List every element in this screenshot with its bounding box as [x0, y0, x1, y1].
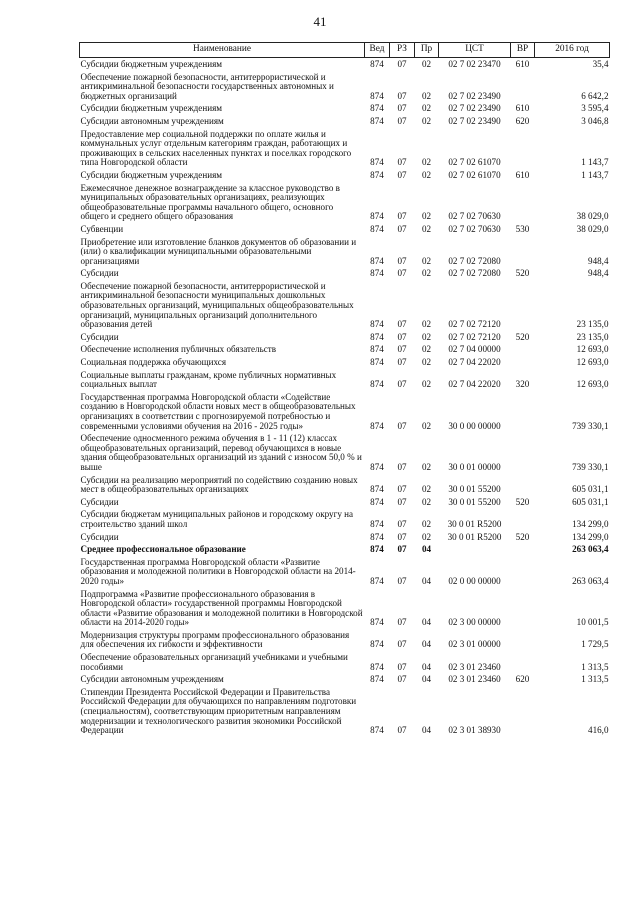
row-cst: 02 7 02 70630	[448, 223, 501, 234]
row-rz: 07	[397, 496, 407, 507]
row-amount: 263 063,4	[572, 575, 609, 586]
table-row	[80, 267, 610, 280]
row-vr	[511, 686, 535, 737]
row-pr: 02	[421, 211, 432, 222]
budget-table	[79, 42, 610, 737]
row-ved: 874	[370, 157, 384, 168]
row-pr: 02	[421, 169, 432, 180]
row-pr: 02	[421, 379, 432, 390]
row-cst: 02 7 02 72080	[448, 255, 501, 266]
row-cst: 30 0 01 55200	[448, 496, 501, 507]
row-pr: 02	[421, 518, 432, 529]
header-vr: ВР	[511, 43, 535, 58]
row-pr: 02	[421, 420, 432, 431]
table-row	[80, 588, 610, 629]
row-vr	[511, 391, 535, 432]
row-name: Субсидии	[80, 496, 119, 507]
row-amount: 1 143,7	[581, 169, 609, 180]
row-cst: 02 0 00 00000	[448, 575, 501, 586]
row-pr: 04	[421, 661, 432, 672]
row-rz: 07	[397, 531, 407, 542]
row-vr	[511, 128, 535, 169]
header-ved: Вед	[365, 43, 390, 58]
row-ved: 874	[370, 531, 384, 542]
row-name: Социальная поддержка обучающихся	[80, 357, 227, 368]
row-ved: 874	[370, 461, 384, 472]
table-row	[80, 369, 610, 391]
row-pr: 02	[421, 59, 432, 69]
row-amount: 134 299,0	[572, 531, 609, 542]
row-rz: 07	[397, 420, 407, 431]
table-row	[80, 531, 610, 544]
row-cst: 30 0 01 55200	[448, 484, 501, 495]
row-cst: 02 7 02 23490	[448, 115, 501, 126]
row-rz: 07	[397, 617, 407, 628]
table-row	[80, 629, 610, 651]
row-name: Приобретение или изготовление бланков документов об образовании и (или) о квалификации муниципальными образовательными организациями	[80, 236, 357, 266]
row-ved: 874	[370, 319, 384, 330]
row-vr: 530	[515, 223, 530, 234]
row-pr: 04	[421, 639, 432, 650]
row-rz: 07	[397, 379, 407, 390]
row-vr: 320	[515, 379, 530, 390]
row-vr	[511, 432, 535, 473]
row-ved: 874	[370, 544, 384, 555]
row-vr: 610	[515, 59, 530, 69]
header-rz: РЗ	[390, 43, 415, 58]
row-ved: 874	[370, 575, 384, 586]
row-pr: 02	[421, 357, 432, 368]
row-pr: 02	[421, 484, 432, 495]
table-row	[80, 182, 610, 223]
table-row	[80, 331, 610, 344]
row-vr	[511, 508, 535, 530]
row-amount: 263 063,4	[572, 544, 609, 555]
row-vr: 620	[515, 115, 530, 126]
row-amount: 605 031,1	[572, 484, 609, 495]
row-pr: 04	[421, 725, 432, 736]
row-name: Модернизация структуры программ профессионального образования для обеспечения их гибкости и эффективности	[80, 629, 350, 650]
row-ved: 874	[370, 725, 384, 736]
header-cst: ЦСТ	[439, 43, 511, 58]
row-ved: 874	[370, 268, 384, 279]
row-name: Государственная программа Новгородской области «Содействие созданию в Новгородской области новых мест в общеобразовательных организациях в соответствии с прогнозируемой потребностью и современными условиями обучения на 2016 - 2025 годы»	[80, 391, 356, 431]
row-name: Субсидии	[80, 531, 119, 542]
row-pr: 02	[421, 461, 432, 472]
row-vr	[511, 71, 535, 103]
table-row	[80, 391, 610, 432]
table-row	[80, 343, 610, 356]
row-cst: 30 0 01 R5200	[447, 518, 502, 529]
table-row	[80, 115, 610, 128]
row-pr: 02	[421, 103, 432, 114]
row-amount: 134 299,0	[572, 518, 609, 529]
row-name: Субвенции	[80, 223, 124, 234]
row-cst: 02 3 01 23460	[448, 661, 501, 672]
row-cst: 02 7 02 72080	[448, 268, 501, 279]
row-amount: 12 693,0	[576, 357, 609, 368]
row-pr: 02	[421, 344, 432, 355]
row-cst: 02 7 02 61070	[448, 157, 501, 168]
row-name: Субсидии на реализацию мероприятий по содействию созданию новых мест в общеобразовательных организациях	[80, 474, 358, 495]
table-header-row	[80, 43, 610, 58]
row-rz: 07	[397, 169, 407, 180]
row-cst: 30 0 00 00000	[448, 420, 501, 431]
row-cst: 02 3 01 23460	[448, 674, 501, 685]
row-pr: 02	[421, 115, 432, 126]
row-vr	[511, 629, 535, 651]
row-vr: 520	[515, 496, 530, 507]
row-rz: 07	[397, 674, 407, 685]
row-vr	[511, 651, 535, 673]
row-name: Среднее профессиональное образование	[80, 544, 246, 555]
row-vr	[511, 280, 535, 331]
row-name: Субсидии автономным учреждениям	[80, 674, 224, 685]
table-row	[80, 474, 610, 496]
row-name: Подпрограмма «Развитие профессионального образования в Новгородской области» государственной программы Новгородской области «Развитие образования и молодежной политики в Новгородской области на 2014-2020 годы»	[80, 588, 363, 628]
table-row	[80, 102, 610, 115]
row-ved: 874	[370, 420, 384, 431]
row-vr	[511, 182, 535, 223]
row-amount: 948,4	[588, 255, 609, 266]
row-rz: 07	[397, 639, 407, 650]
row-name: Обеспечение односменного режима обучения в 1 - 11 (12) классах общеобразовательных организаций, перевод обучающихся в новые здания общеобразовательных организаций из зданий с износом 50,0 % и выше	[80, 433, 362, 472]
row-ved: 874	[370, 90, 384, 101]
row-ved: 874	[370, 357, 384, 368]
table-row	[80, 673, 610, 686]
row-rz: 07	[397, 103, 407, 114]
row-name: Субсидии бюджетным учреждениям	[80, 169, 223, 180]
row-cst: 02 7 02 61070	[448, 169, 501, 180]
table-row	[80, 686, 610, 737]
table-row	[80, 223, 610, 236]
table-row	[80, 58, 610, 71]
row-vr	[511, 556, 535, 588]
row-amount: 12 693,0	[576, 379, 609, 390]
row-ved: 874	[370, 379, 384, 390]
row-ved: 874	[370, 331, 384, 342]
row-cst	[439, 543, 511, 556]
row-cst: 30 0 01 00000	[448, 461, 501, 472]
row-vr	[511, 543, 535, 556]
row-ved: 874	[370, 255, 384, 266]
row-amount: 10 001,5	[576, 617, 609, 628]
row-rz: 07	[397, 725, 407, 736]
row-name: Обеспечение образовательных организаций учебниками и учебными пособиями	[80, 652, 348, 672]
row-cst: 02 7 04 22020	[448, 379, 501, 390]
row-amount: 1 729,5	[581, 639, 609, 650]
row-pr: 02	[421, 531, 432, 542]
row-name: Субсидии	[80, 331, 119, 342]
table-row	[80, 356, 610, 369]
row-cst: 02 7 02 23490	[448, 90, 501, 101]
row-vr: 610	[515, 103, 530, 114]
row-cst: 02 7 02 72120	[448, 331, 501, 342]
row-name: Субсидии бюджетным учреждениям	[80, 103, 223, 114]
row-ved: 874	[370, 639, 384, 650]
row-cst: 02 7 02 23470	[448, 59, 501, 69]
row-ved: 874	[370, 674, 384, 685]
table-row	[80, 128, 610, 169]
row-pr: 04	[421, 575, 432, 586]
row-pr: 02	[421, 319, 432, 330]
row-pr: 04	[421, 617, 432, 628]
header-year: 2016 год	[535, 43, 610, 58]
row-amount: 3 595,4	[581, 103, 609, 114]
row-pr: 02	[421, 331, 432, 342]
row-amount: 3 046,8	[581, 115, 609, 126]
row-rz: 07	[397, 319, 407, 330]
row-rz: 07	[397, 255, 407, 266]
table-row	[80, 71, 610, 103]
row-name: Предоставление мер социальной поддержки по оплате жилья и коммунальных услуг отдельным категориям граждан, работающих и проживающих в сельских населенных пунктах и поселках городского типа Новгородской области	[80, 128, 352, 168]
row-name: Субсидии автономным учреждениям	[80, 115, 224, 126]
row-vr: 520	[515, 331, 530, 342]
row-amount: 23 135,0	[576, 319, 609, 330]
row-name: Стипендии Президента Российской Федерации и Правительства Российской Федерации для обучающихся по направлениям подготовки (специальностям), соответствующим приоритетным направлениям модернизации и технологического развития экономики Российской Федерации	[80, 686, 357, 736]
row-rz: 07	[397, 518, 407, 529]
table-row	[80, 280, 610, 331]
row-rz: 07	[397, 211, 407, 222]
row-pr: 02	[421, 157, 432, 168]
table-row	[80, 236, 610, 268]
row-rz: 07	[397, 461, 407, 472]
row-amount: 605 031,1	[572, 496, 609, 507]
row-cst: 02 3 01 00000	[448, 639, 501, 650]
row-ved: 874	[370, 496, 384, 507]
table-row	[80, 169, 610, 182]
row-name: Обеспечение исполнения публичных обязательств	[80, 344, 277, 355]
row-amount: 1 143,7	[581, 157, 609, 168]
row-name: Обеспечение пожарной безопасности, антитеррористической и антикриминальной безопасности государственных автономных и бюджетных организаций	[80, 71, 334, 101]
row-ved: 874	[370, 103, 384, 114]
row-rz: 07	[397, 268, 407, 279]
row-cst: 02 7 02 72120	[448, 319, 501, 330]
row-rz: 07	[397, 331, 407, 342]
row-vr	[511, 343, 535, 356]
row-ved: 874	[370, 484, 384, 495]
row-ved: 874	[370, 518, 384, 529]
row-amount: 416,0	[588, 725, 609, 736]
row-ved: 874	[370, 59, 384, 69]
table-row	[80, 543, 610, 556]
table-body	[80, 58, 610, 737]
row-vr	[511, 588, 535, 629]
row-ved: 874	[370, 115, 384, 126]
row-vr: 610	[515, 169, 530, 180]
row-rz: 07	[397, 59, 407, 69]
row-rz: 07	[397, 357, 407, 368]
row-rz: 07	[397, 661, 407, 672]
row-amount: 1 313,5	[581, 674, 609, 685]
row-ved: 874	[370, 344, 384, 355]
row-amount: 739 330,1	[572, 461, 609, 472]
row-name: Субсидии бюджетам муниципальных районов и городскому округу на строительство зданий школ	[80, 509, 354, 529]
row-ved: 874	[370, 661, 384, 672]
table-row	[80, 508, 610, 530]
row-pr: 04	[421, 674, 432, 685]
row-vr: 520	[515, 268, 530, 279]
row-name: Обеспечение пожарной безопасности, антитеррористической и антикриминальной безопасности муниципальных дошкольных образовательных организаций, муниципальных общеобразовательных организаций, муниципальных организаций дополнительного образования детей	[80, 280, 354, 330]
table-row	[80, 556, 610, 588]
row-name: Государственная программа Новгородской области «Развитие образования и молодежной политики в Новгородской области на 2014-2020 годы»	[80, 556, 356, 586]
header-pr: Пр	[415, 43, 439, 58]
row-vr	[511, 356, 535, 369]
row-name: Субсидии	[80, 268, 119, 279]
row-vr	[511, 236, 535, 268]
row-pr: 02	[421, 90, 432, 101]
page-number: 41	[313, 14, 327, 29]
row-ved: 874	[370, 617, 384, 628]
row-rz: 07	[397, 484, 407, 495]
row-ved: 874	[370, 223, 384, 234]
row-rz: 07	[397, 575, 407, 586]
row-pr: 02	[421, 496, 432, 507]
table-row	[80, 432, 610, 473]
header-name: Наименование	[80, 43, 365, 58]
row-amount: 12 693,0	[576, 344, 609, 355]
row-vr: 620	[515, 674, 530, 685]
row-amount: 35,4	[592, 59, 609, 69]
row-cst: 30 0 01 R5200	[447, 531, 502, 542]
row-vr: 520	[515, 531, 530, 542]
row-cst: 02 3 00 00000	[448, 617, 501, 628]
table-row	[80, 651, 610, 673]
row-amount: 948,4	[588, 268, 609, 279]
row-rz: 07	[397, 115, 407, 126]
row-cst: 02 7 04 00000	[448, 344, 501, 355]
row-rz: 07	[397, 90, 407, 101]
row-amount: 1 313,5	[581, 661, 609, 672]
row-ved: 874	[370, 169, 384, 180]
row-vr	[511, 474, 535, 496]
row-rz: 07	[397, 223, 407, 234]
row-cst: 02 7 02 70630	[448, 211, 501, 222]
row-pr: 04	[421, 544, 432, 555]
row-pr: 02	[421, 255, 432, 266]
row-amount: 23 135,0	[576, 331, 609, 342]
row-name: Социальные выплаты гражданам, кроме публичных нормативных социальных выплат	[80, 369, 337, 390]
row-name: Ежемесячное денежное вознаграждение за классное руководство в муниципальных образовательных организациях, реализующих общеобразовательные программы начального общего, основного общего и среднего общего образования	[80, 182, 340, 222]
row-amount: 6 642,2	[581, 90, 609, 101]
row-pr: 02	[421, 223, 432, 234]
row-cst: 02 7 02 23490	[448, 103, 501, 114]
row-rz: 07	[397, 544, 407, 555]
row-rz: 07	[397, 157, 407, 168]
row-pr: 02	[421, 268, 432, 279]
row-amount: 38 029,0	[576, 223, 609, 234]
row-name: Субсидии бюджетным учреждениям	[80, 59, 223, 69]
row-amount: 38 029,0	[576, 211, 609, 222]
row-rz: 07	[397, 344, 407, 355]
row-amount: 739 330,1	[572, 420, 609, 431]
row-ved: 874	[370, 211, 384, 222]
row-cst: 02 3 01 38930	[448, 725, 501, 736]
table-row	[80, 496, 610, 509]
row-cst: 02 7 04 22020	[448, 357, 501, 368]
